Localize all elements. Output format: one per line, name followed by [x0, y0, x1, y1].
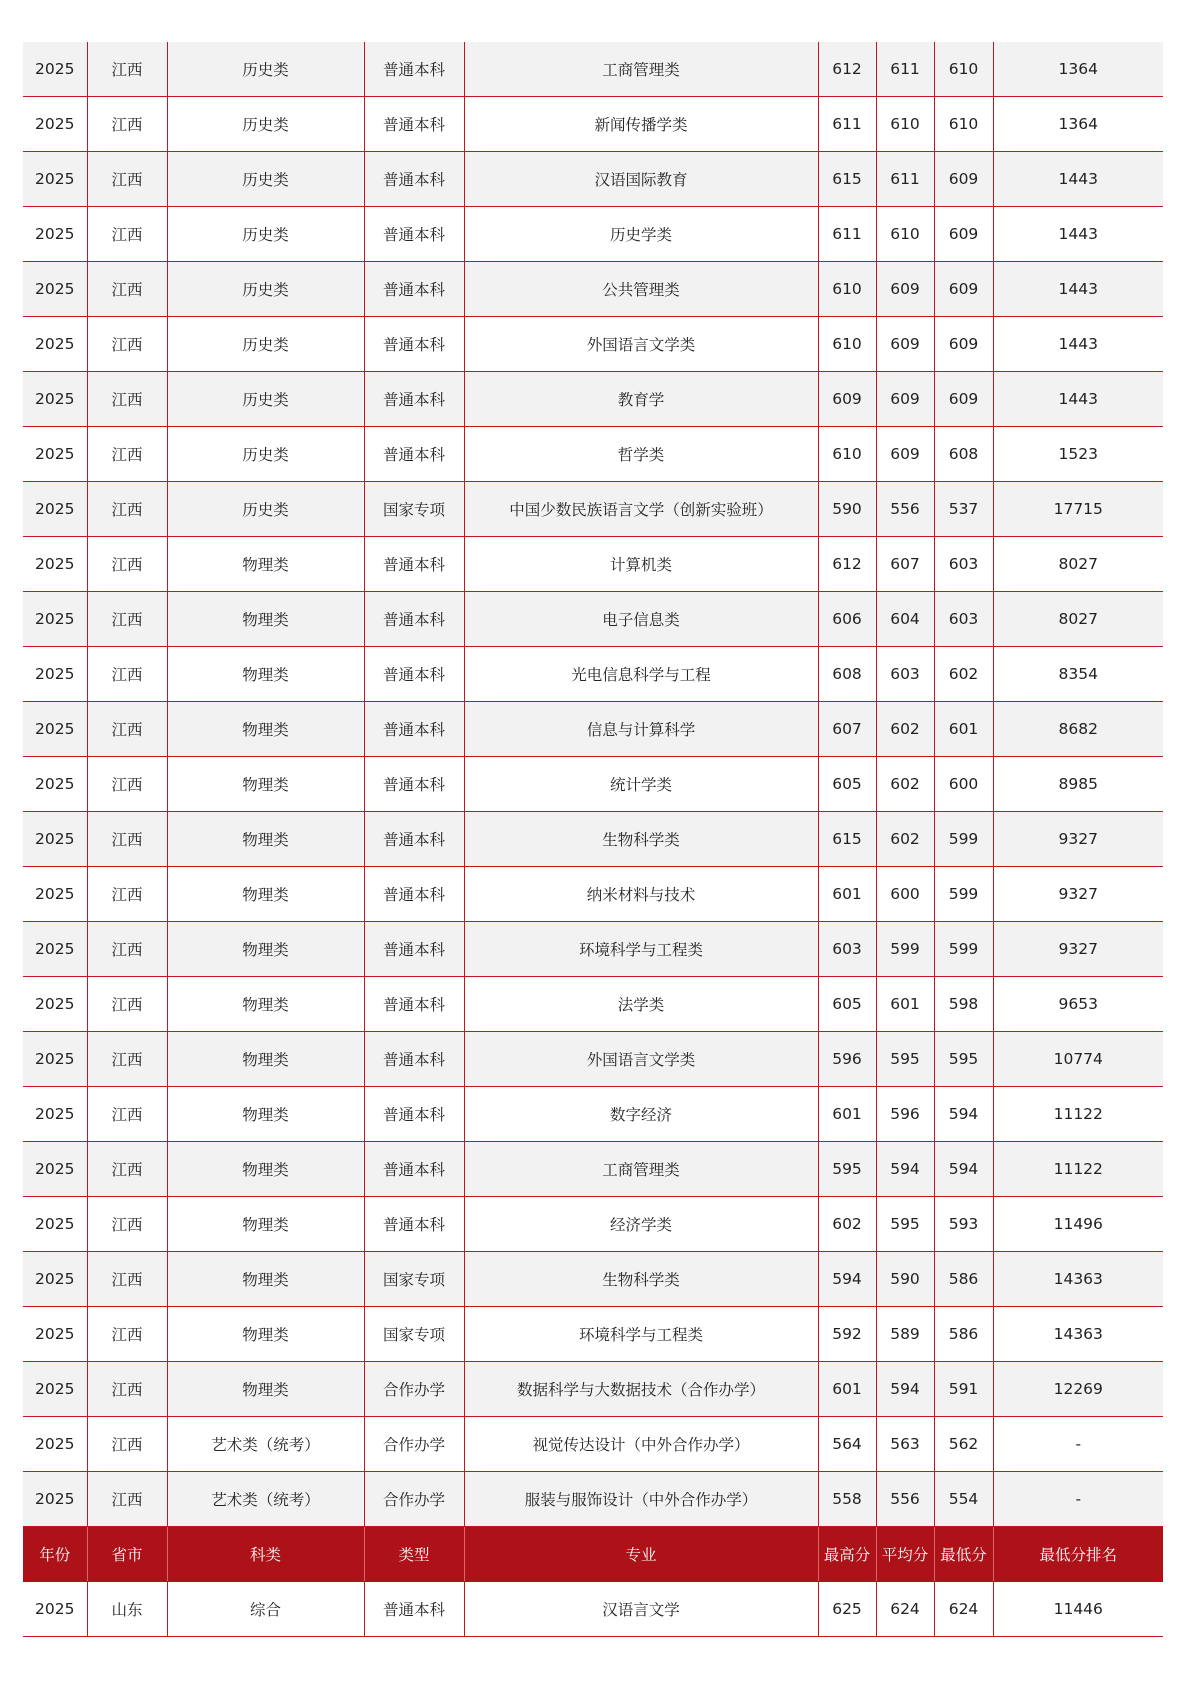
cell-min-score-rank: 17715 — [993, 482, 1163, 537]
cell-year: 2025 — [23, 1197, 87, 1252]
cell-major: 生物科学类 — [464, 812, 818, 867]
table-body — [23, 42, 1163, 1637]
cell-min-score-rank: 1443 — [993, 317, 1163, 372]
cell-avg-score: 556 — [876, 1472, 934, 1527]
cell-min-score-rank: 1443 — [993, 372, 1163, 427]
cell-subject-category: 历史类 — [167, 207, 364, 262]
cell-avg-score: 600 — [876, 867, 934, 922]
cell-year: 2025 — [23, 207, 87, 262]
cell-year: 2025 — [23, 1087, 87, 1142]
cell-major: 经济学类 — [464, 1197, 818, 1252]
cell-min-score-rank: 8682 — [993, 702, 1163, 757]
cell-province: 江西 — [87, 702, 167, 757]
cell-min-score-rank: 1443 — [993, 207, 1163, 262]
cell-province: 山东 — [87, 1582, 167, 1637]
cell-major: 新闻传播学类 — [464, 97, 818, 152]
cell-max-score: 607 — [818, 702, 876, 757]
cell-year: 2025 — [23, 977, 87, 1032]
cell-min-score: 593 — [934, 1197, 993, 1252]
cell-province: 江西 — [87, 977, 167, 1032]
cell-admission-type: 普通本科 — [364, 97, 464, 152]
cell-major: 服装与服饰设计（中外合作办学） — [464, 1472, 818, 1527]
cell-admission-type: 普通本科 — [364, 867, 464, 922]
cell-year: 2025 — [23, 1307, 87, 1362]
cell-min-score-rank: 8354 — [993, 647, 1163, 702]
cell-province: 江西 — [87, 1087, 167, 1142]
table-row — [23, 427, 1163, 482]
cell-admission-type: 普通本科 — [364, 922, 464, 977]
cell-province: 江西 — [87, 42, 167, 97]
cell-min-score: 595 — [934, 1032, 993, 1087]
cell-max-score: 615 — [818, 152, 876, 207]
cell-min-score-rank: - — [993, 1472, 1163, 1527]
cell-max-score: 612 — [818, 537, 876, 592]
cell-avg-score: 594 — [876, 1142, 934, 1197]
cell-subject-category: 物理类 — [167, 1252, 364, 1307]
cell-subject-category: 艺术类（统考） — [167, 1417, 364, 1472]
cell-max-score: 611 — [818, 97, 876, 152]
header-subject-category: 科类 — [167, 1527, 364, 1582]
cell-admission-type: 普通本科 — [364, 1142, 464, 1197]
cell-major: 信息与计算科学 — [464, 702, 818, 757]
cell-max-score: 601 — [818, 1362, 876, 1417]
table-header-row — [23, 1527, 1163, 1582]
cell-subject-category: 物理类 — [167, 812, 364, 867]
cell-major: 外国语言文学类 — [464, 1032, 818, 1087]
cell-min-score: 610 — [934, 97, 993, 152]
cell-subject-category: 物理类 — [167, 922, 364, 977]
table-row — [23, 1417, 1163, 1472]
cell-min-score: 603 — [934, 592, 993, 647]
cell-province: 江西 — [87, 372, 167, 427]
cell-year: 2025 — [23, 812, 87, 867]
cell-avg-score: 602 — [876, 702, 934, 757]
cell-year: 2025 — [23, 427, 87, 482]
cell-admission-type: 普通本科 — [364, 1197, 464, 1252]
cell-major: 汉语言文学 — [464, 1582, 818, 1637]
cell-year: 2025 — [23, 1472, 87, 1527]
table-row — [23, 1142, 1163, 1197]
cell-min-score: 599 — [934, 867, 993, 922]
cell-province: 江西 — [87, 592, 167, 647]
cell-admission-type: 普通本科 — [364, 262, 464, 317]
cell-max-score: 610 — [818, 427, 876, 482]
table-row — [23, 537, 1163, 592]
table-row — [23, 262, 1163, 317]
cell-province: 江西 — [87, 97, 167, 152]
cell-subject-category: 历史类 — [167, 372, 364, 427]
cell-max-score: 594 — [818, 1252, 876, 1307]
table-row — [23, 812, 1163, 867]
header-min-score-rank: 最低分排名 — [993, 1527, 1163, 1582]
cell-subject-category: 物理类 — [167, 702, 364, 757]
cell-max-score: 590 — [818, 482, 876, 537]
cell-admission-type: 普通本科 — [364, 207, 464, 262]
cell-subject-category: 物理类 — [167, 647, 364, 702]
cell-year: 2025 — [23, 702, 87, 757]
cell-year: 2025 — [23, 867, 87, 922]
admission-scores-table-container — [23, 42, 1163, 1637]
cell-year: 2025 — [23, 482, 87, 537]
cell-min-score-rank: 11446 — [993, 1582, 1163, 1637]
cell-avg-score: 610 — [876, 97, 934, 152]
cell-admission-type: 普通本科 — [364, 757, 464, 812]
cell-min-score: 554 — [934, 1472, 993, 1527]
cell-min-score: 601 — [934, 702, 993, 757]
cell-max-score: 601 — [818, 867, 876, 922]
table-row — [23, 1362, 1163, 1417]
table-row — [23, 647, 1163, 702]
cell-subject-category: 物理类 — [167, 1197, 364, 1252]
cell-avg-score: 599 — [876, 922, 934, 977]
cell-min-score-rank: 14363 — [993, 1252, 1163, 1307]
cell-min-score: 599 — [934, 812, 993, 867]
cell-major: 环境科学与工程类 — [464, 1307, 818, 1362]
cell-major: 历史学类 — [464, 207, 818, 262]
cell-subject-category: 历史类 — [167, 42, 364, 97]
table-row — [23, 1472, 1163, 1527]
cell-min-score-rank: 11496 — [993, 1197, 1163, 1252]
cell-subject-category: 物理类 — [167, 1032, 364, 1087]
cell-min-score: 591 — [934, 1362, 993, 1417]
cell-avg-score: 563 — [876, 1417, 934, 1472]
table-row — [23, 152, 1163, 207]
cell-province: 江西 — [87, 867, 167, 922]
cell-min-score-rank: 1364 — [993, 97, 1163, 152]
cell-admission-type: 普通本科 — [364, 1032, 464, 1087]
cell-province: 江西 — [87, 482, 167, 537]
header-province: 省市 — [87, 1527, 167, 1582]
cell-province: 江西 — [87, 1417, 167, 1472]
cell-major: 工商管理类 — [464, 42, 818, 97]
cell-admission-type: 国家专项 — [364, 1252, 464, 1307]
cell-subject-category: 物理类 — [167, 537, 364, 592]
cell-admission-type: 合作办学 — [364, 1417, 464, 1472]
cell-province: 江西 — [87, 1362, 167, 1417]
cell-province: 江西 — [87, 1307, 167, 1362]
cell-avg-score: 609 — [876, 372, 934, 427]
cell-min-score-rank: 9327 — [993, 812, 1163, 867]
cell-admission-type: 普通本科 — [364, 317, 464, 372]
cell-avg-score: 609 — [876, 262, 934, 317]
cell-admission-type: 普通本科 — [364, 42, 464, 97]
table-row — [23, 207, 1163, 262]
cell-subject-category: 物理类 — [167, 977, 364, 1032]
cell-avg-score: 602 — [876, 757, 934, 812]
cell-admission-type: 普通本科 — [364, 812, 464, 867]
cell-admission-type: 普通本科 — [364, 152, 464, 207]
cell-major: 环境科学与工程类 — [464, 922, 818, 977]
table-row — [23, 702, 1163, 757]
table-row — [23, 317, 1163, 372]
table-row — [23, 97, 1163, 152]
cell-admission-type: 国家专项 — [364, 482, 464, 537]
cell-year: 2025 — [23, 1252, 87, 1307]
cell-min-score: 610 — [934, 42, 993, 97]
cell-max-score: 615 — [818, 812, 876, 867]
cell-min-score: 624 — [934, 1582, 993, 1637]
cell-subject-category: 历史类 — [167, 482, 364, 537]
cell-admission-type: 普通本科 — [364, 592, 464, 647]
cell-major: 电子信息类 — [464, 592, 818, 647]
cell-min-score: 586 — [934, 1252, 993, 1307]
cell-admission-type: 普通本科 — [364, 1582, 464, 1637]
cell-subject-category: 历史类 — [167, 97, 364, 152]
cell-subject-category: 物理类 — [167, 1142, 364, 1197]
cell-min-score-rank: 10774 — [993, 1032, 1163, 1087]
cell-major: 哲学类 — [464, 427, 818, 482]
cell-province: 江西 — [87, 537, 167, 592]
cell-min-score: 594 — [934, 1087, 993, 1142]
cell-min-score: 562 — [934, 1417, 993, 1472]
cell-major: 数字经济 — [464, 1087, 818, 1142]
table-row — [23, 1087, 1163, 1142]
cell-province: 江西 — [87, 152, 167, 207]
table-row — [23, 1252, 1163, 1307]
cell-max-score: 592 — [818, 1307, 876, 1362]
cell-year: 2025 — [23, 1032, 87, 1087]
cell-subject-category: 历史类 — [167, 427, 364, 482]
cell-major: 法学类 — [464, 977, 818, 1032]
cell-max-score: 612 — [818, 42, 876, 97]
cell-avg-score: 611 — [876, 152, 934, 207]
cell-min-score-rank: 11122 — [993, 1087, 1163, 1142]
cell-province: 江西 — [87, 1032, 167, 1087]
cell-year: 2025 — [23, 592, 87, 647]
cell-avg-score: 610 — [876, 207, 934, 262]
cell-major: 外国语言文学类 — [464, 317, 818, 372]
cell-min-score: 537 — [934, 482, 993, 537]
cell-year: 2025 — [23, 647, 87, 702]
cell-major: 光电信息科学与工程 — [464, 647, 818, 702]
cell-admission-type: 国家专项 — [364, 1307, 464, 1362]
cell-max-score: 606 — [818, 592, 876, 647]
header-min-score: 最低分 — [934, 1527, 993, 1582]
cell-year: 2025 — [23, 42, 87, 97]
cell-max-score: 602 — [818, 1197, 876, 1252]
cell-province: 江西 — [87, 262, 167, 317]
cell-province: 江西 — [87, 317, 167, 372]
cell-major: 生物科学类 — [464, 1252, 818, 1307]
cell-max-score: 595 — [818, 1142, 876, 1197]
cell-major: 中国少数民族语言文学（创新实验班） — [464, 482, 818, 537]
table-row — [23, 1582, 1163, 1637]
cell-max-score: 564 — [818, 1417, 876, 1472]
cell-max-score: 603 — [818, 922, 876, 977]
cell-province: 江西 — [87, 812, 167, 867]
cell-max-score: 625 — [818, 1582, 876, 1637]
cell-min-score: 599 — [934, 922, 993, 977]
cell-avg-score: 595 — [876, 1197, 934, 1252]
cell-major: 教育学 — [464, 372, 818, 427]
cell-avg-score: 590 — [876, 1252, 934, 1307]
table-row — [23, 867, 1163, 922]
cell-min-score-rank: 9327 — [993, 922, 1163, 977]
cell-avg-score: 603 — [876, 647, 934, 702]
cell-subject-category: 物理类 — [167, 867, 364, 922]
cell-admission-type: 普通本科 — [364, 647, 464, 702]
cell-subject-category: 艺术类（统考） — [167, 1472, 364, 1527]
cell-year: 2025 — [23, 757, 87, 812]
cell-admission-type: 普通本科 — [364, 427, 464, 482]
cell-min-score: 602 — [934, 647, 993, 702]
cell-avg-score: 609 — [876, 317, 934, 372]
cell-year: 2025 — [23, 1582, 87, 1637]
cell-subject-category: 物理类 — [167, 757, 364, 812]
cell-avg-score: 624 — [876, 1582, 934, 1637]
cell-year: 2025 — [23, 372, 87, 427]
cell-avg-score: 602 — [876, 812, 934, 867]
table-row — [23, 372, 1163, 427]
cell-max-score: 610 — [818, 262, 876, 317]
table-row — [23, 1032, 1163, 1087]
cell-min-score: 609 — [934, 262, 993, 317]
table-row — [23, 42, 1163, 97]
cell-admission-type: 普通本科 — [364, 372, 464, 427]
cell-max-score: 605 — [818, 977, 876, 1032]
cell-min-score-rank: 1443 — [993, 262, 1163, 317]
cell-max-score: 605 — [818, 757, 876, 812]
cell-min-score: 603 — [934, 537, 993, 592]
cell-min-score-rank: 1443 — [993, 152, 1163, 207]
cell-year: 2025 — [23, 1417, 87, 1472]
table-row — [23, 922, 1163, 977]
cell-max-score: 611 — [818, 207, 876, 262]
cell-year: 2025 — [23, 262, 87, 317]
cell-major: 统计学类 — [464, 757, 818, 812]
cell-avg-score: 594 — [876, 1362, 934, 1417]
cell-min-score: 600 — [934, 757, 993, 812]
header-max-score: 最高分 — [818, 1527, 876, 1582]
cell-min-score: 598 — [934, 977, 993, 1032]
cell-min-score: 608 — [934, 427, 993, 482]
cell-subject-category: 物理类 — [167, 1362, 364, 1417]
cell-subject-category: 历史类 — [167, 317, 364, 372]
cell-max-score: 609 — [818, 372, 876, 427]
cell-province: 江西 — [87, 1472, 167, 1527]
cell-max-score: 601 — [818, 1087, 876, 1142]
header-admission-type: 类型 — [364, 1527, 464, 1582]
header-year: 年份 — [23, 1527, 87, 1582]
cell-province: 江西 — [87, 757, 167, 812]
cell-province: 江西 — [87, 922, 167, 977]
cell-max-score: 596 — [818, 1032, 876, 1087]
cell-subject-category: 物理类 — [167, 592, 364, 647]
table-row — [23, 592, 1163, 647]
cell-major: 数据科学与大数据技术（合作办学） — [464, 1362, 818, 1417]
cell-year: 2025 — [23, 1362, 87, 1417]
cell-major: 工商管理类 — [464, 1142, 818, 1197]
cell-subject-category: 物理类 — [167, 1087, 364, 1142]
cell-min-score: 586 — [934, 1307, 993, 1362]
table-row — [23, 977, 1163, 1032]
cell-min-score-rank: 1364 — [993, 42, 1163, 97]
cell-min-score-rank: 9653 — [993, 977, 1163, 1032]
cell-year: 2025 — [23, 152, 87, 207]
cell-year: 2025 — [23, 922, 87, 977]
cell-max-score: 610 — [818, 317, 876, 372]
cell-subject-category: 综合 — [167, 1582, 364, 1637]
table-row — [23, 757, 1163, 812]
cell-admission-type: 合作办学 — [364, 1472, 464, 1527]
cell-avg-score: 604 — [876, 592, 934, 647]
cell-major: 纳米材料与技术 — [464, 867, 818, 922]
cell-year: 2025 — [23, 537, 87, 592]
cell-subject-category: 物理类 — [167, 1307, 364, 1362]
header-avg-score: 平均分 — [876, 1527, 934, 1582]
cell-province: 江西 — [87, 647, 167, 702]
cell-min-score-rank: 8027 — [993, 592, 1163, 647]
cell-min-score-rank: 11122 — [993, 1142, 1163, 1197]
cell-avg-score: 609 — [876, 427, 934, 482]
table-row — [23, 1197, 1163, 1252]
cell-min-score: 609 — [934, 152, 993, 207]
cell-avg-score: 556 — [876, 482, 934, 537]
header-major: 专业 — [464, 1527, 818, 1582]
table-row — [23, 1307, 1163, 1362]
cell-year: 2025 — [23, 97, 87, 152]
cell-subject-category: 历史类 — [167, 262, 364, 317]
cell-major: 汉语国际教育 — [464, 152, 818, 207]
cell-min-score-rank: - — [993, 1417, 1163, 1472]
cell-admission-type: 普通本科 — [364, 977, 464, 1032]
cell-min-score-rank: 8985 — [993, 757, 1163, 812]
cell-major: 视觉传达设计（中外合作办学） — [464, 1417, 818, 1472]
cell-avg-score: 589 — [876, 1307, 934, 1362]
cell-min-score: 594 — [934, 1142, 993, 1197]
table-row — [23, 482, 1163, 537]
cell-min-score: 609 — [934, 317, 993, 372]
cell-province: 江西 — [87, 1197, 167, 1252]
cell-max-score: 558 — [818, 1472, 876, 1527]
cell-avg-score: 601 — [876, 977, 934, 1032]
cell-min-score-rank: 8027 — [993, 537, 1163, 592]
cell-min-score: 609 — [934, 207, 993, 262]
cell-min-score: 609 — [934, 372, 993, 427]
cell-province: 江西 — [87, 207, 167, 262]
cell-avg-score: 596 — [876, 1087, 934, 1142]
cell-province: 江西 — [87, 1142, 167, 1197]
admission-scores-table — [23, 42, 1163, 1637]
cell-avg-score: 611 — [876, 42, 934, 97]
cell-admission-type: 合作办学 — [364, 1362, 464, 1417]
cell-subject-category: 历史类 — [167, 152, 364, 207]
cell-year: 2025 — [23, 317, 87, 372]
cell-admission-type: 普通本科 — [364, 537, 464, 592]
cell-admission-type: 普通本科 — [364, 702, 464, 757]
cell-province: 江西 — [87, 1252, 167, 1307]
cell-avg-score: 607 — [876, 537, 934, 592]
cell-major: 计算机类 — [464, 537, 818, 592]
cell-min-score-rank: 1523 — [993, 427, 1163, 482]
cell-admission-type: 普通本科 — [364, 1087, 464, 1142]
cell-min-score-rank: 14363 — [993, 1307, 1163, 1362]
cell-min-score-rank: 9327 — [993, 867, 1163, 922]
cell-max-score: 608 — [818, 647, 876, 702]
cell-province: 江西 — [87, 427, 167, 482]
cell-avg-score: 595 — [876, 1032, 934, 1087]
cell-year: 2025 — [23, 1142, 87, 1197]
cell-min-score-rank: 12269 — [993, 1362, 1163, 1417]
cell-major: 公共管理类 — [464, 262, 818, 317]
